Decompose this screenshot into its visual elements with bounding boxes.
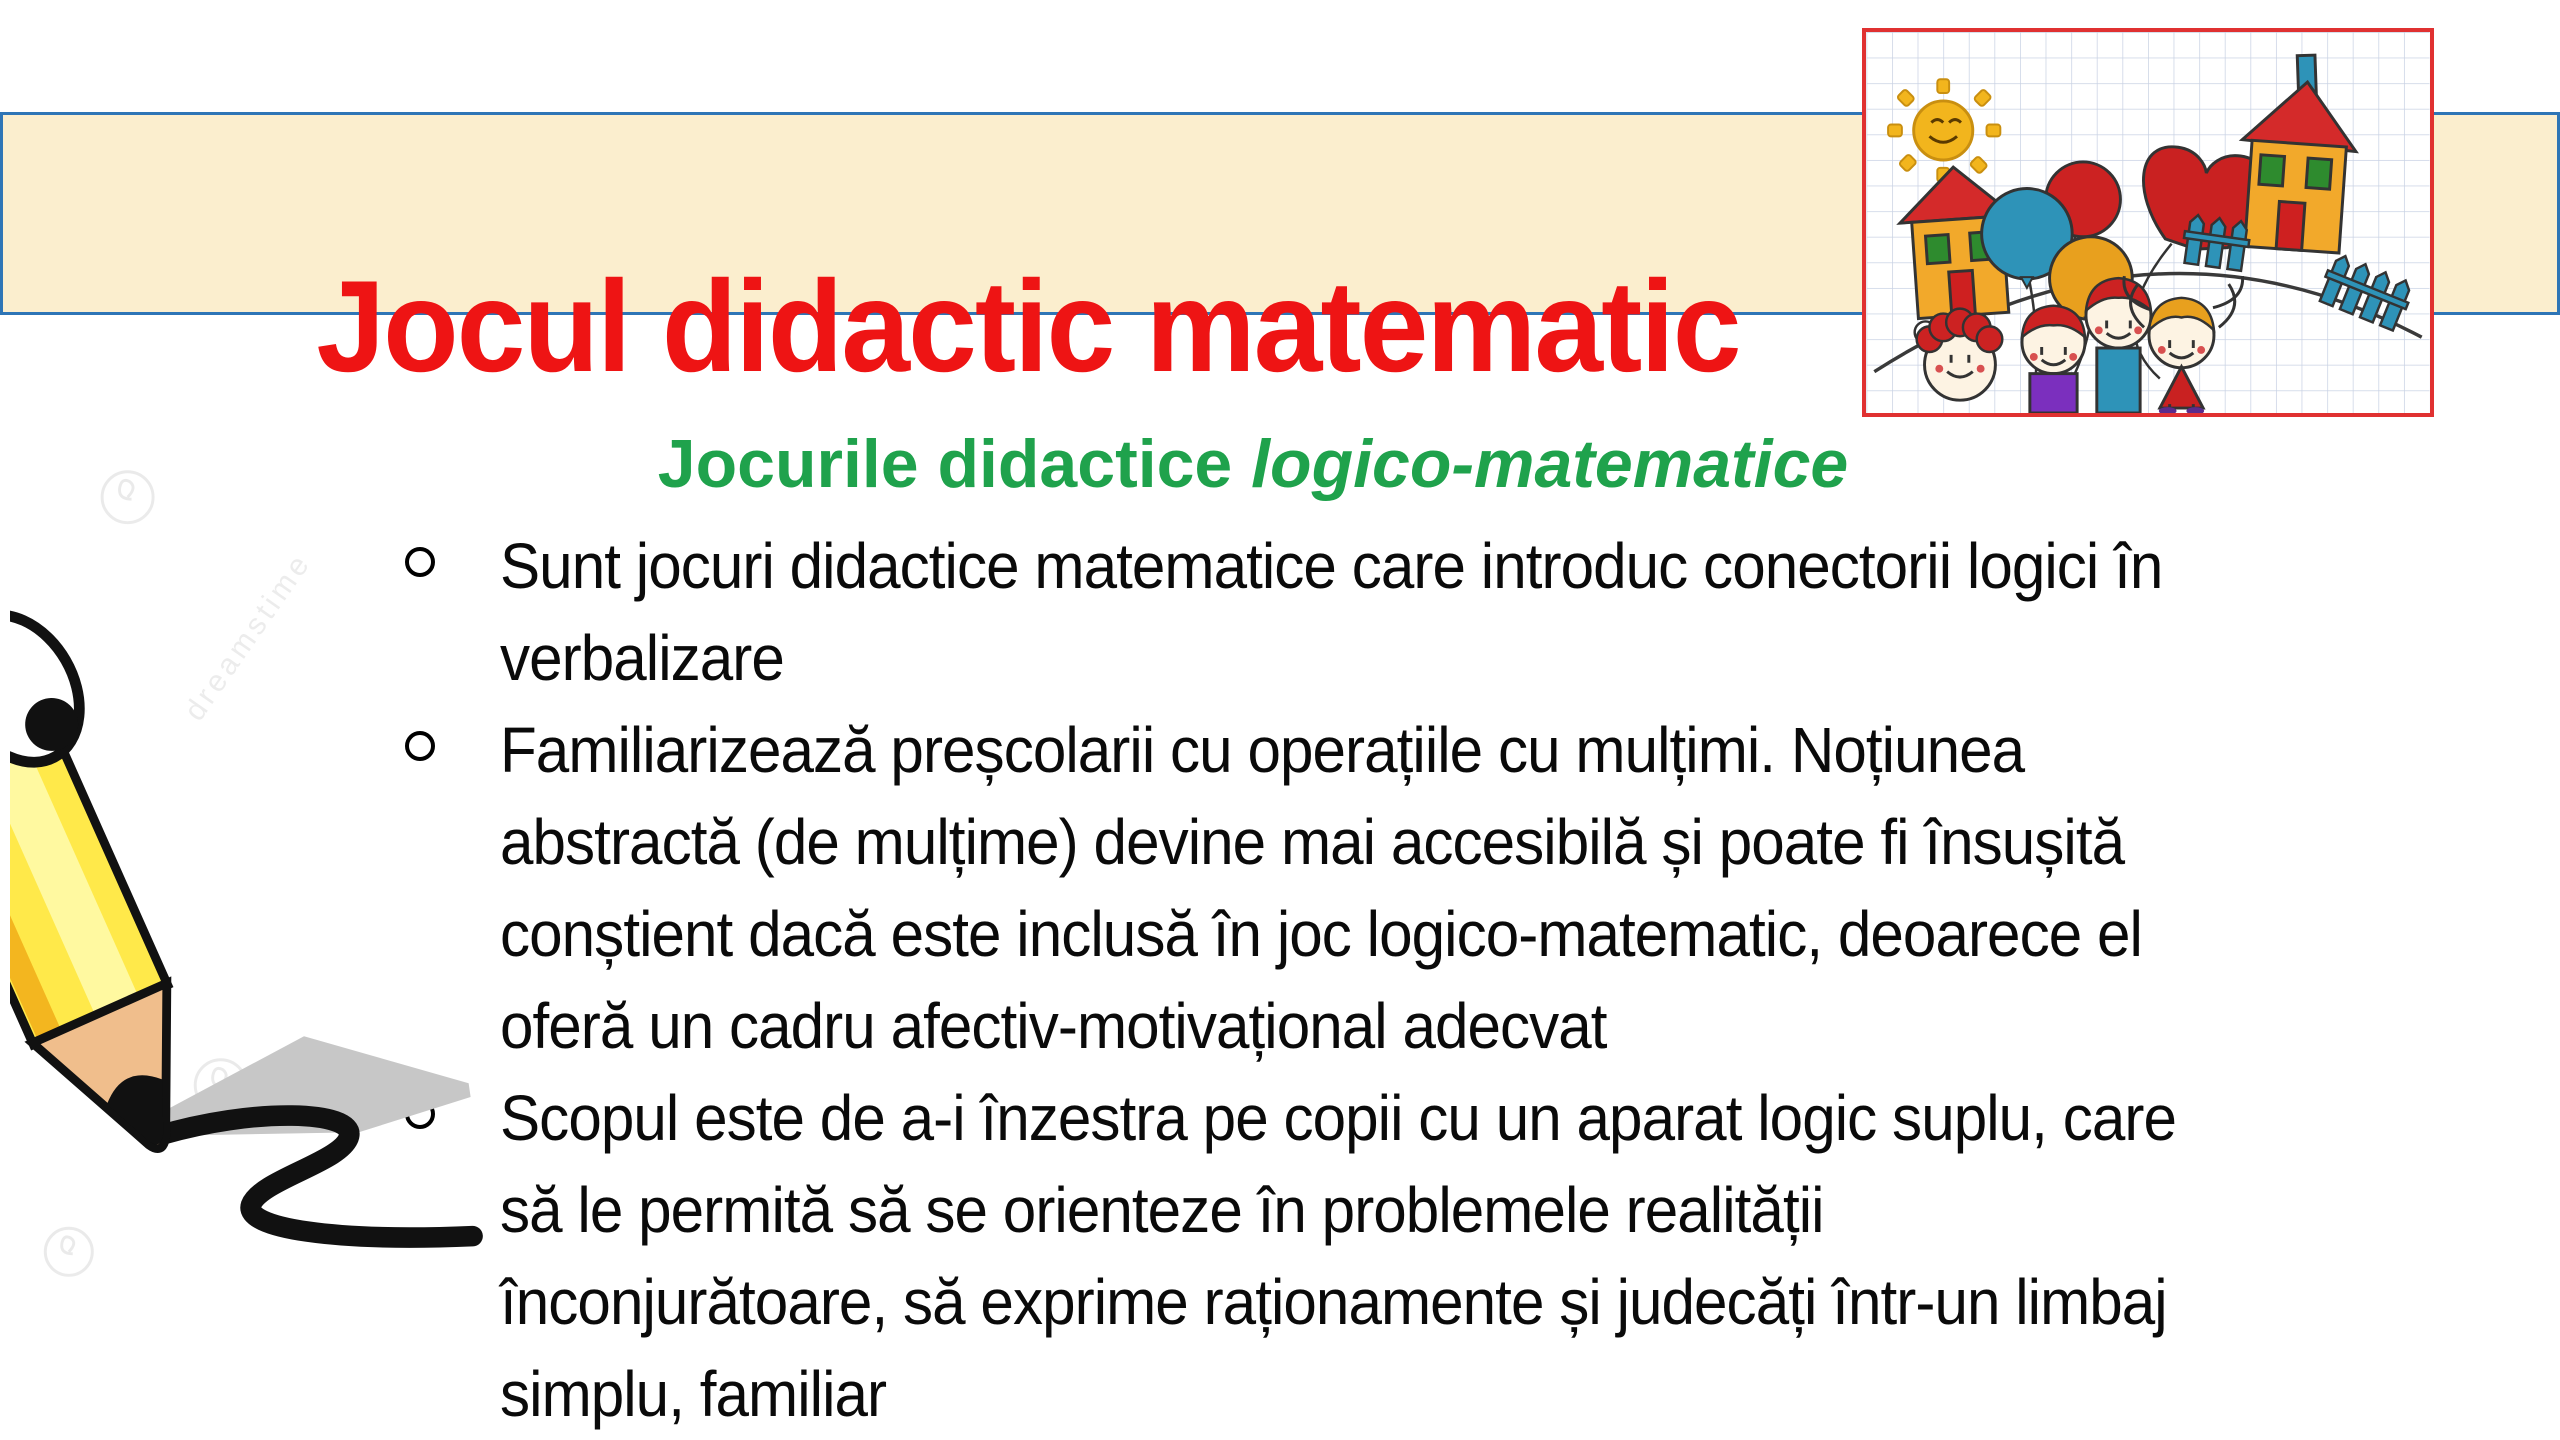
bullet-text-line: abstractă (de mulțime) devine mai accesibilă și poate fi însușită [500, 806, 2125, 878]
list-item [405, 1072, 2555, 1440]
drawn-line-swoosh [157, 1116, 473, 1238]
heading-italic: logico-matematice [1251, 426, 1849, 502]
slide-title: Jocul didactic matematic [316, 253, 1740, 399]
bullet-text-line: verbalizare [500, 622, 784, 694]
list-item [405, 704, 2555, 1072]
children-drawing-svg [1866, 32, 2430, 413]
heading-regular: Jocurile didactice [657, 426, 1252, 502]
pencil-illustration [10, 400, 500, 1300]
pencil-svg [10, 400, 500, 1300]
list-item [405, 520, 2555, 704]
children-drawing-illustration [1862, 28, 2434, 417]
stock-watermark: dreamstime [178, 546, 318, 727]
boy-purple-shirt [2022, 306, 2085, 413]
bullet-text-line: Sunt jocuri didactice matematice care introduc conectorii logici în [500, 530, 2163, 602]
bullet-list [405, 520, 2555, 1440]
bullet-text-line: înconjurătoare, să exprime raționamente și judecăți într-un limbaj [500, 1266, 2167, 1338]
bullet-text-line: conștient dacă este inclusă în joc logico-matematic, deoarece el [500, 898, 2142, 970]
bullet-text-line: simplu, familiar [500, 1358, 887, 1430]
bullet-text-line: Familiarizează preșcolarii cu operațiile cu mulțimi. Noțiunea [500, 714, 2025, 786]
bullet-text-line: Scopul este de a-i înzestra pe copii cu un aparat logic suplu, care [500, 1082, 2176, 1154]
bullet-text-line: oferă un cadru afectiv-motivațional adecvat [500, 990, 1607, 1062]
bullet-text-line: să le permită să se orienteze în problemele realității [500, 1174, 1824, 1246]
